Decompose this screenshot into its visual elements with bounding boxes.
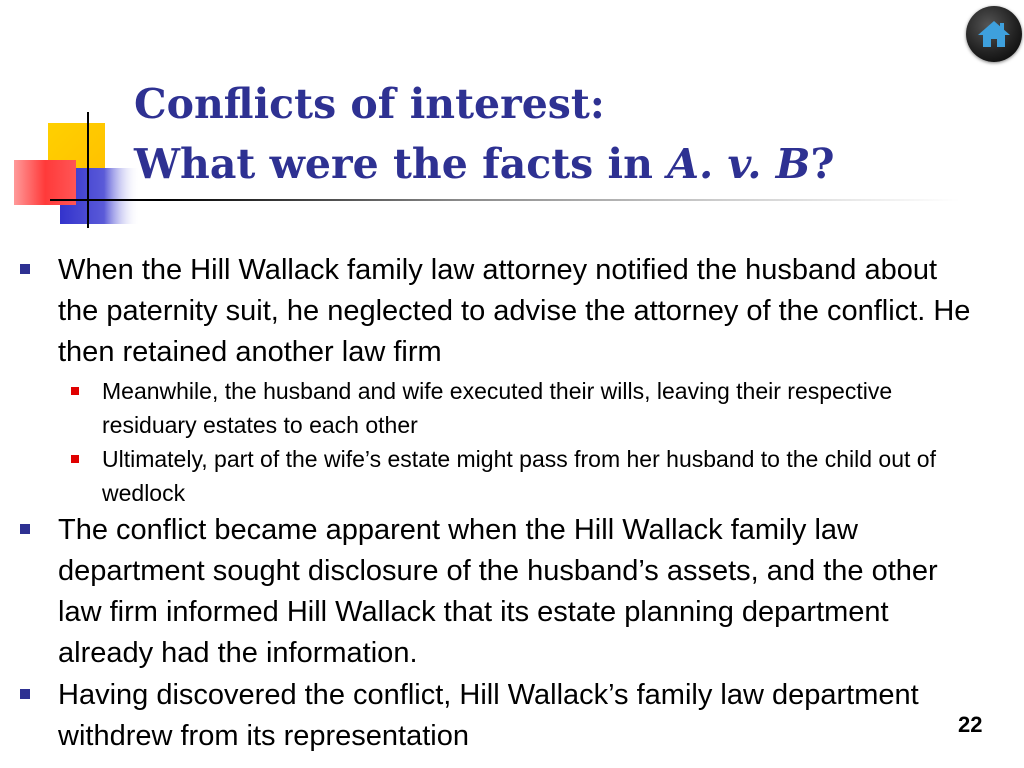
title-case-name: A. v. B: [667, 140, 811, 188]
title-line-2-suffix: ?: [810, 140, 835, 188]
bullet-item: Having discovered the conflict, Hill Wallack’s family law department withdrew from its representation: [20, 675, 980, 757]
sub-bullet-item: Meanwhile, the husband and wife executed their wills, leaving their respective residuary estates to each other: [20, 374, 980, 442]
bullet-item: When the Hill Wallack family law attorney notified the husband about the paternity suit, he neglected to advise the attorney of the conflict. He then retained another law firm: [20, 250, 980, 373]
home-button[interactable]: [966, 6, 1022, 62]
title-divider: [50, 199, 960, 201]
title-line-1: Conflicts of interest:: [134, 80, 605, 128]
slide-content: [20, 250, 983, 758]
decorative-squares: [0, 0, 150, 240]
title-line-2-prefix: What were the facts in: [134, 140, 668, 188]
page-number: 22: [958, 712, 983, 737]
bullet-item: The conflict became apparent when the Hill Wallack family law department sought disclosure of the husband’s assets, and the other law firm informed Hill Wallack that its estate planning department already had the information.: [20, 510, 980, 674]
page-title: [134, 74, 835, 194]
sub-bullet-item: Ultimately, part of the wife’s estate might pass from her husband to the child out of wedlock: [20, 442, 980, 510]
home-icon: [977, 19, 1011, 49]
